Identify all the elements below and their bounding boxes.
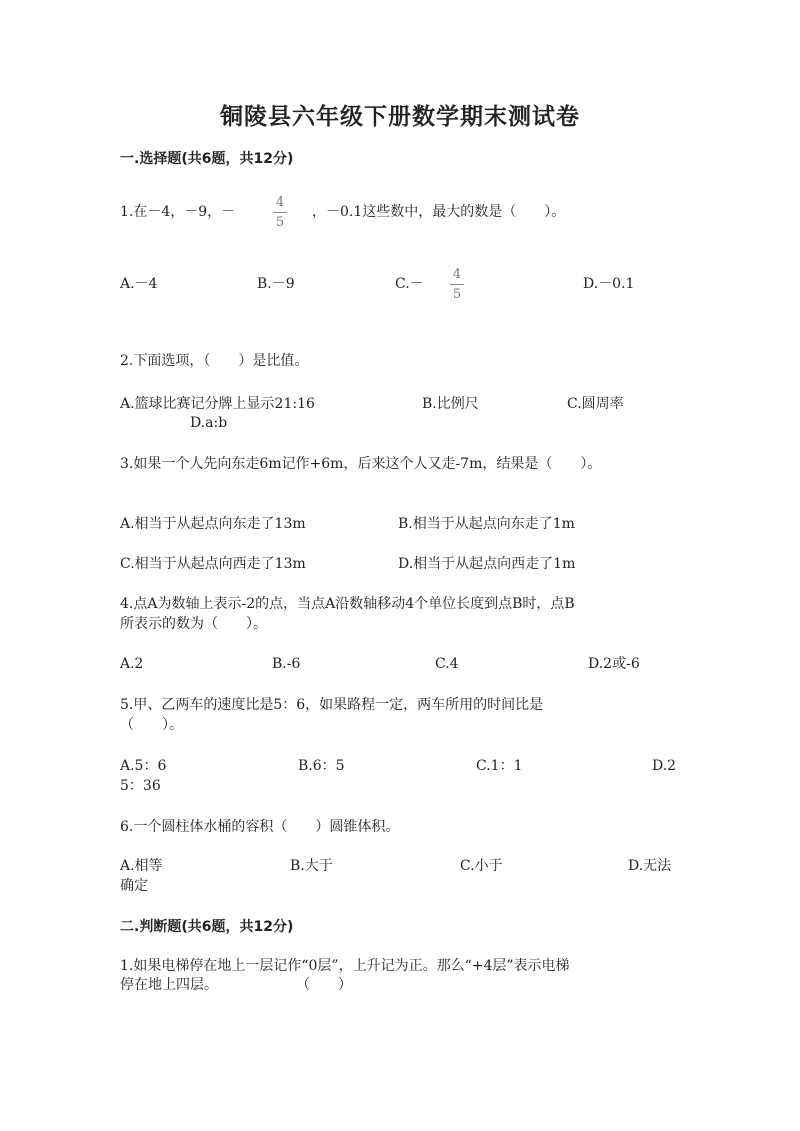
question-5-option-b[interactable]: B.6：5 (298, 758, 345, 774)
question-5-option-a[interactable]: A.5：6 (120, 758, 167, 774)
fraction-denominator: 5 (275, 215, 285, 230)
question-5-stem-line2: （ ）。 (120, 717, 183, 733)
question-5-option-d-continued: 5：36 (120, 778, 161, 794)
question-5-option-c[interactable]: C.1：1 (476, 758, 523, 774)
question-3-option-a[interactable]: A.相当于从起点向东走了13m (120, 516, 306, 532)
question-6-option-d[interactable]: D.无法 (628, 858, 672, 874)
question-4-stem-line2: 所表示的数为（ ）。 (120, 616, 267, 632)
question-6-option-d-continued: 确定 (120, 878, 148, 894)
question-2-option-c[interactable]: C.圆周率 (567, 396, 624, 412)
judgment-1-line1: 1.如果电梯停在地上一层记作“0层”，上升记为正。那么“+4层”表示电梯 (120, 958, 570, 974)
question-1-option-c[interactable]: C.－ (395, 276, 424, 292)
question-2-option-b[interactable]: B.比例尺 (422, 396, 479, 412)
question-1-stem-part2: ，－0.1这些数中，最大的数是（ ）。 (312, 204, 566, 220)
page-title: 铜陵县六年级下册数学期末测试卷 (220, 104, 580, 130)
judgment-1-line2: 停在地上四层。 (120, 977, 218, 993)
fraction (449, 267, 465, 302)
question-2-option-a[interactable]: A.篮球比赛记分牌上显示21:16 (120, 396, 315, 412)
question-1-option-b[interactable]: B.－9 (257, 276, 295, 292)
question-3-option-b[interactable]: B.相当于从起点向东走了1m (398, 516, 575, 532)
question-1-option-a[interactable]: A.－4 (120, 276, 158, 292)
question-4-option-b[interactable]: B.-6 (272, 656, 301, 672)
question-6-option-b[interactable]: B.大于 (290, 858, 333, 874)
question-6-stem: 6.一个圆柱体水桶的容积（ ）圆锥体积。 (120, 819, 400, 835)
section-heading-judgment: 二.判断题(共6题，共12分) (120, 919, 294, 935)
question-3-option-d[interactable]: D.相当于从起点向西走了1m (398, 556, 576, 572)
question-3-stem: 3.如果一个人先向东走6m记作+6m，后来这个人又走-7m，结果是（ ）。 (120, 456, 602, 472)
judgment-1-answer-blank[interactable]: （ ） (296, 977, 352, 993)
fraction-denominator: 5 (452, 287, 462, 302)
question-5-option-d[interactable]: D.2 (652, 758, 677, 774)
question-2-stem: 2.下面选项，（ ）是比值。 (120, 353, 309, 369)
question-1-option-d[interactable]: D.－0.1 (583, 276, 635, 292)
question-1-stem-part1: 1.在－4，－9，－ (120, 204, 236, 220)
question-3-option-c[interactable]: C.相当于从起点向西走了13m (120, 556, 306, 572)
section-heading-choice: 一.选择题(共6题，共12分) (120, 151, 294, 167)
question-4-option-c[interactable]: C.4 (435, 656, 459, 672)
fraction (272, 195, 288, 230)
question-6-option-a[interactable]: A.相等 (120, 858, 163, 874)
question-6-option-c[interactable]: C.小于 (460, 858, 503, 874)
fraction-numerator: 4 (452, 267, 462, 282)
fraction-bar (273, 212, 287, 213)
question-4-option-d[interactable]: D.2或-6 (588, 656, 640, 672)
question-2-option-d[interactable]: D.a:b (190, 415, 228, 431)
question-5-stem-line1: 5.甲、乙两车的速度比是5：6，如果路程一定，两车所用的时间比是 (120, 697, 544, 713)
fraction-bar (450, 284, 464, 285)
fraction-numerator: 4 (275, 195, 285, 210)
question-4-option-a[interactable]: A.2 (120, 656, 144, 672)
question-4-stem-line1: 4.点A为数轴上表示-2的点，当点A沿数轴移动4个单位长度到点B时，点B (120, 596, 575, 612)
